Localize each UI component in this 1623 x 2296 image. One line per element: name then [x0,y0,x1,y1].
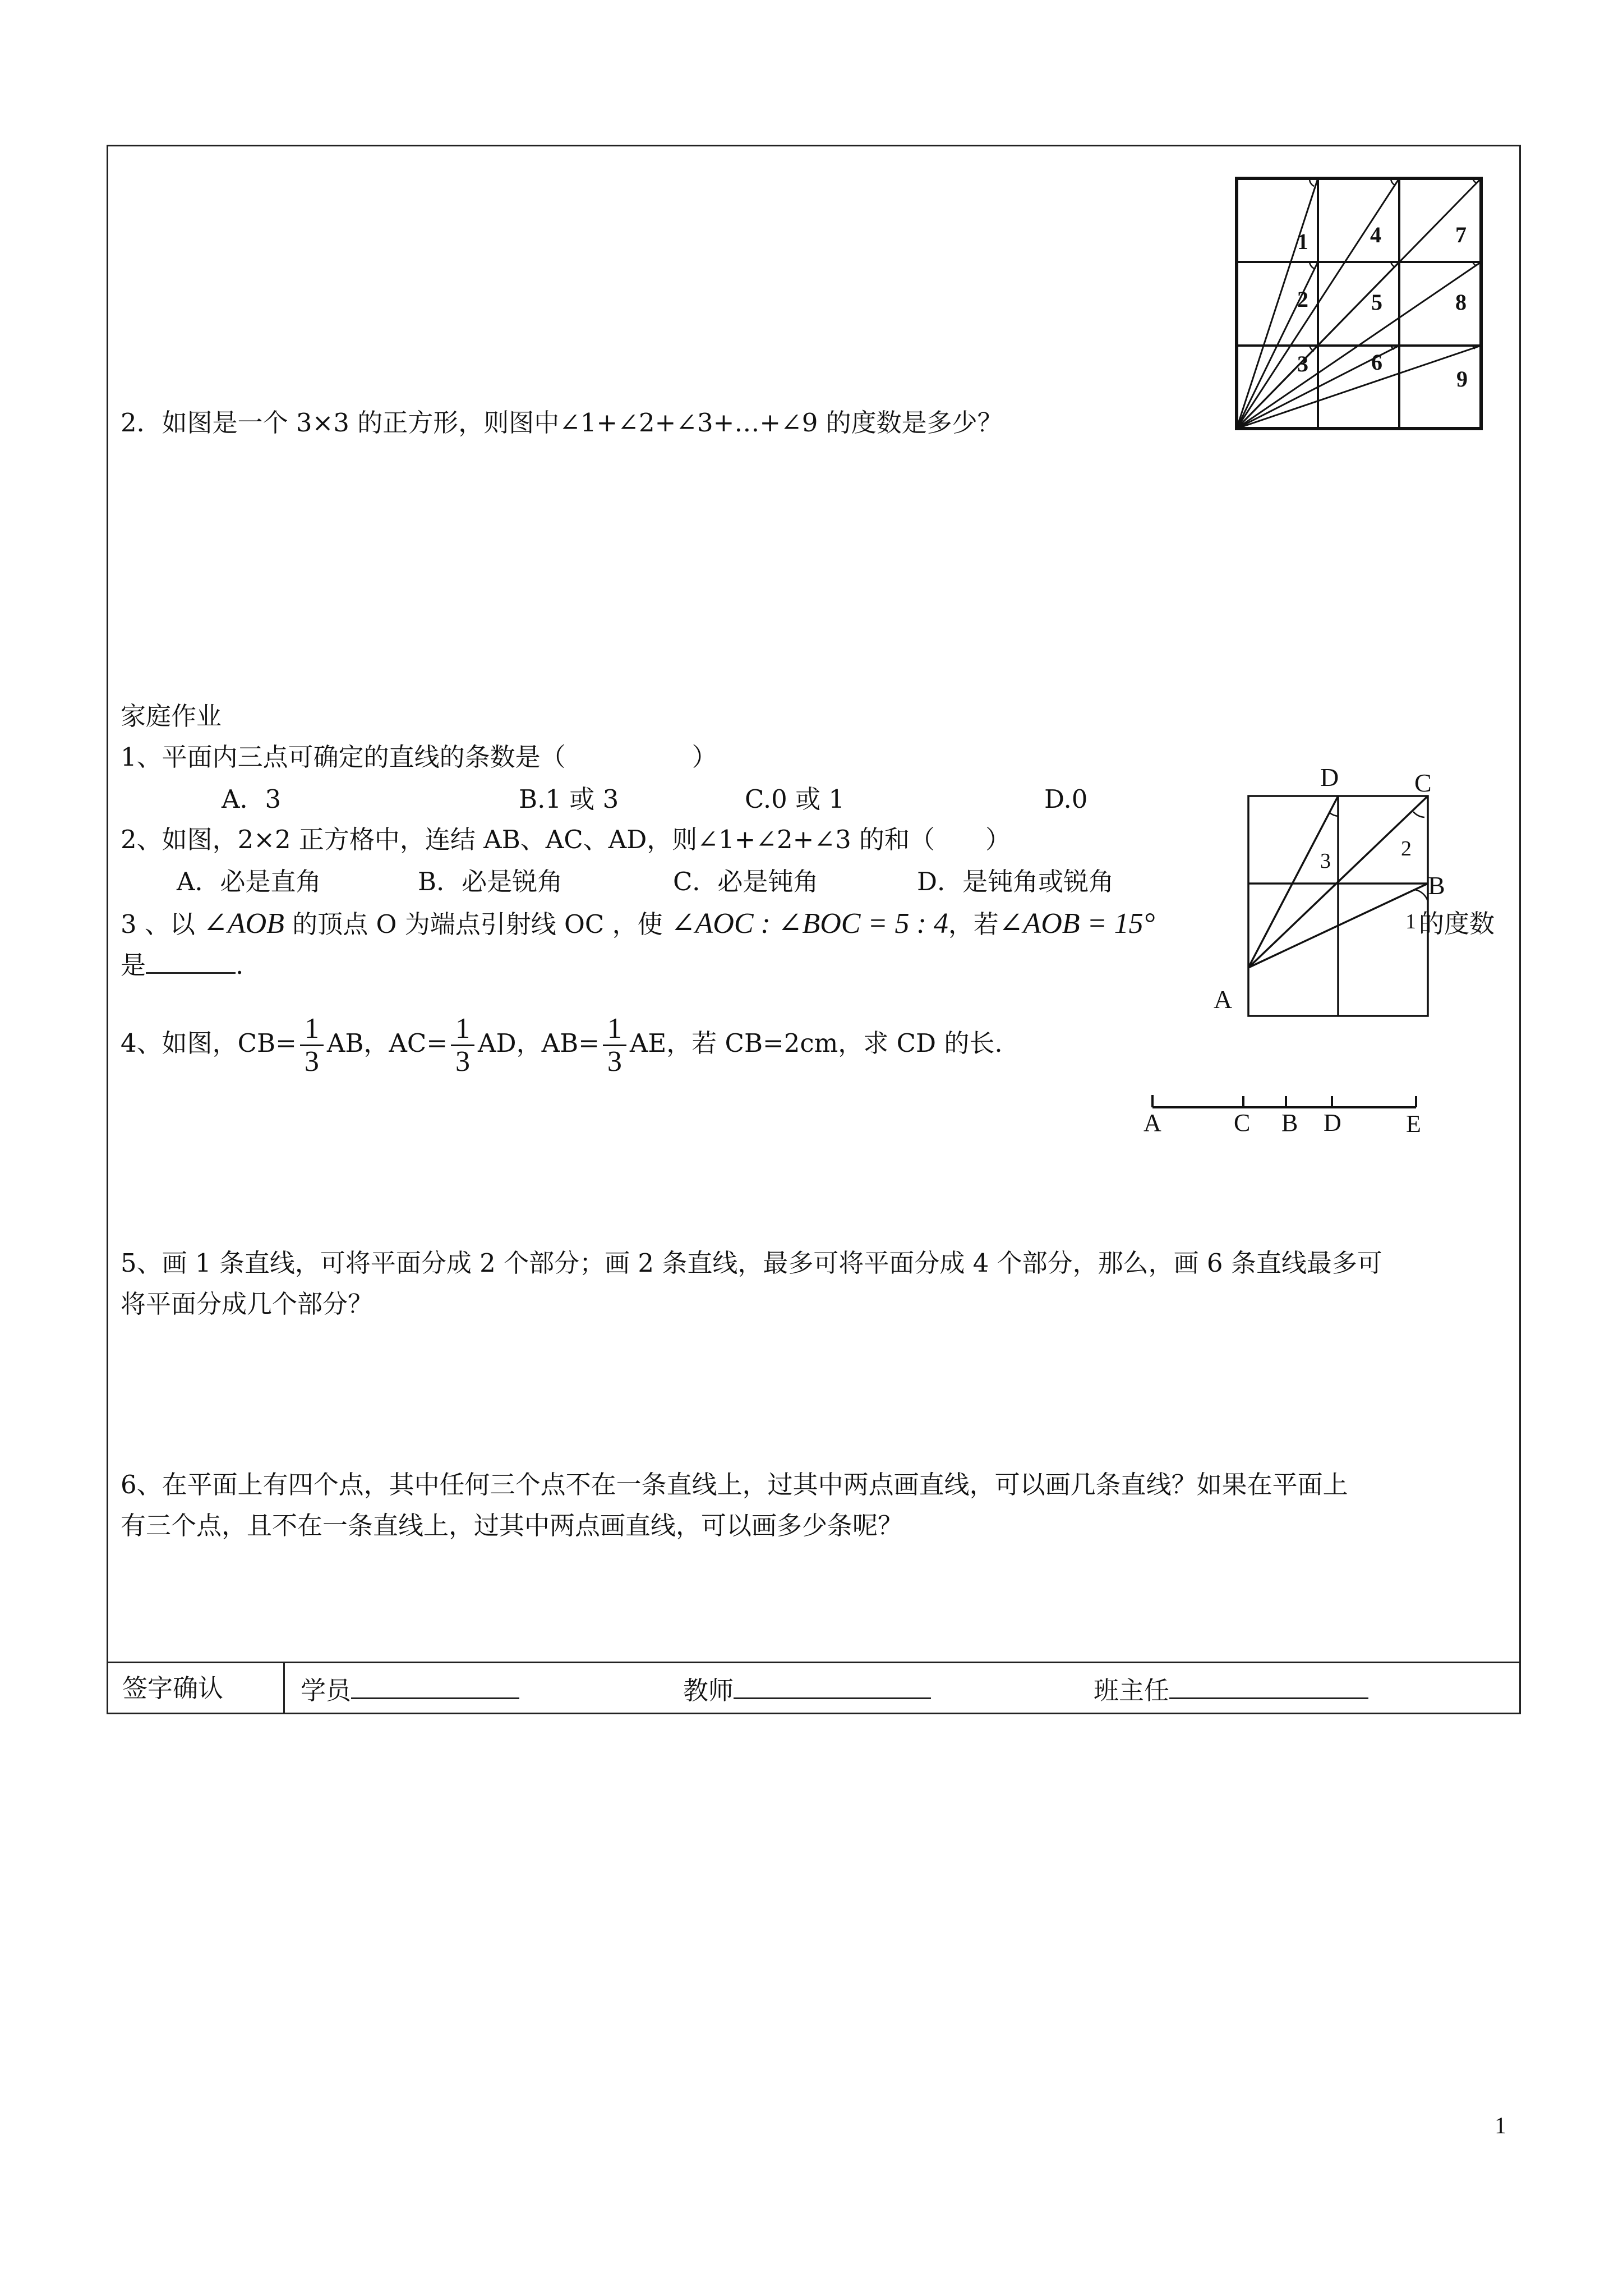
hw-q3-given: ∠AOB = 15° [998,908,1155,940]
hw-q4-prefix: 4、如图，CB= [121,1028,297,1058]
hw-q1-option-c: C.0 或 1 [745,784,845,814]
head-teacher-signature [1094,1672,1368,1708]
hw-q1-option-a: A．3 [222,784,282,814]
head-teacher-label: 班主任 [1094,1676,1170,1705]
hw-q2-option-a: A．必是直角 [177,867,321,896]
fraction-one-third-3: $\frac{1}{3}$ [603,1013,626,1078]
hw-q2-option-d: D．是钝角或锐角 [917,867,1114,896]
hw-q6-line2: 有三个点，且不在一条直线上，过其中两点画直线，可以画多少条呢？ [121,1511,903,1540]
q2-prompt: 2．如图是一个 3×3 的正方形，则图中∠1+∠2+∠3+…+∠9 的度数是多少？ [121,408,1003,438]
teacher-label: 教师 [683,1676,734,1705]
hw-q3-line1 [121,907,1155,941]
fraction-one-third-2: $\frac{1}{3}$ [451,1013,474,1078]
student-signature-line[interactable] [351,1672,519,1699]
hw-q6-line1: 6、在平面上有四个点，其中任何三个点不在一条直线上，过其中两点画直线，可以画几条直线？如果在平面上 [121,1470,1348,1499]
hw-q3-mid: 的顶点 O 为端点引射线 OC ，使 [292,909,663,939]
label-D: D [1320,763,1339,792]
homework-heading: 家庭作业 [121,701,222,731]
fraction-one-third-1: $\frac{1}{3}$ [300,1013,324,1078]
hw-q5-line1: 5、画 1 条直线，可将平面分成 2 个部分；画 2 条直线，最多可将平面分成 4 个部分，那么，画 6 条直线最多可 [121,1248,1382,1278]
point-label-D: D [1324,1109,1341,1137]
label-C: C [1414,769,1432,797]
hw-q3-line2 [121,946,243,982]
hw-q1-option-b: B.1 或 3 [519,784,619,814]
student-label: 学员 [301,1676,352,1705]
page-number: 1 [1495,2113,1506,2139]
student-signature [301,1672,519,1708]
fig-label-4: 4 [1370,222,1381,247]
figure-2x2-grid [1200,754,1492,1018]
signature-label: 签字确认 [122,1673,224,1703]
hw-q3-answer-blank[interactable] [146,946,236,974]
fig-label-5: 5 [1371,289,1382,315]
figure-3x3-square [1231,175,1489,434]
label-A: A [1214,985,1233,1014]
hw-q3-line2-suffix: . [236,950,244,980]
point-label-E: E [1406,1110,1421,1138]
hw-q5-line2: 将平面分成几个部分？ [121,1289,374,1319]
label-B: B [1428,871,1445,900]
figure-line-segment [1141,1088,1433,1139]
hw-q4-line [121,1001,1003,1085]
hw-q1-option-d: D.0 [1044,784,1088,814]
point-label-C: C [1234,1109,1251,1137]
fig-label-2: 2 [1297,287,1308,312]
head-teacher-signature-line[interactable] [1169,1672,1368,1699]
hw-q2-option-c: C．必是钝角 [673,867,819,896]
hw-q2-stem: 2、如图，2×2 正方格中，连结 AB、AC、AD，则∠1+∠2+∠3 的和（ ） [121,825,1011,854]
hw-q4-part1: AB，AC= [326,1028,448,1058]
hw-q3-line2-prefix: 是 [121,950,146,980]
hw-q4-part2: AD，AB= [478,1028,600,1058]
hw-q1-stem: 1、平面内三点可确定的直线的条数是（ ） [121,742,717,772]
fig-label-1: 1 [1297,229,1308,254]
fig-label-7: 7 [1455,222,1467,247]
point-label-A: A [1144,1109,1161,1137]
angle-label-1: 1 [1405,910,1416,933]
angle-label-2: 2 [1401,837,1412,861]
point-label-B: B [1281,1109,1298,1137]
fig-label-3: 3 [1297,351,1308,376]
hw-q2-option-b: B．必是锐角 [418,867,563,896]
hw-q3-angle-aob: ∠AOB [203,908,284,940]
hw-q3-prefix: 3 、以 [121,909,195,939]
teacher-signature [683,1672,931,1708]
angle-label-3: 3 [1320,849,1331,873]
fig-label-8: 8 [1455,289,1467,315]
hw-q3-if: ，若 [948,909,999,939]
hw-q3-suffix: 的度数 [1419,909,1495,938]
fig-label-9: 9 [1456,366,1468,392]
hw-q3-ratio: ∠AOC : ∠BOC = 5 : 4 [670,908,948,940]
signature-divider [283,1663,285,1714]
hw-q4-part3: AE，若 CB=2cm，求 CD 的长. [629,1028,1003,1058]
fig-label-6: 6 [1371,349,1382,375]
teacher-signature-line[interactable] [734,1672,931,1699]
